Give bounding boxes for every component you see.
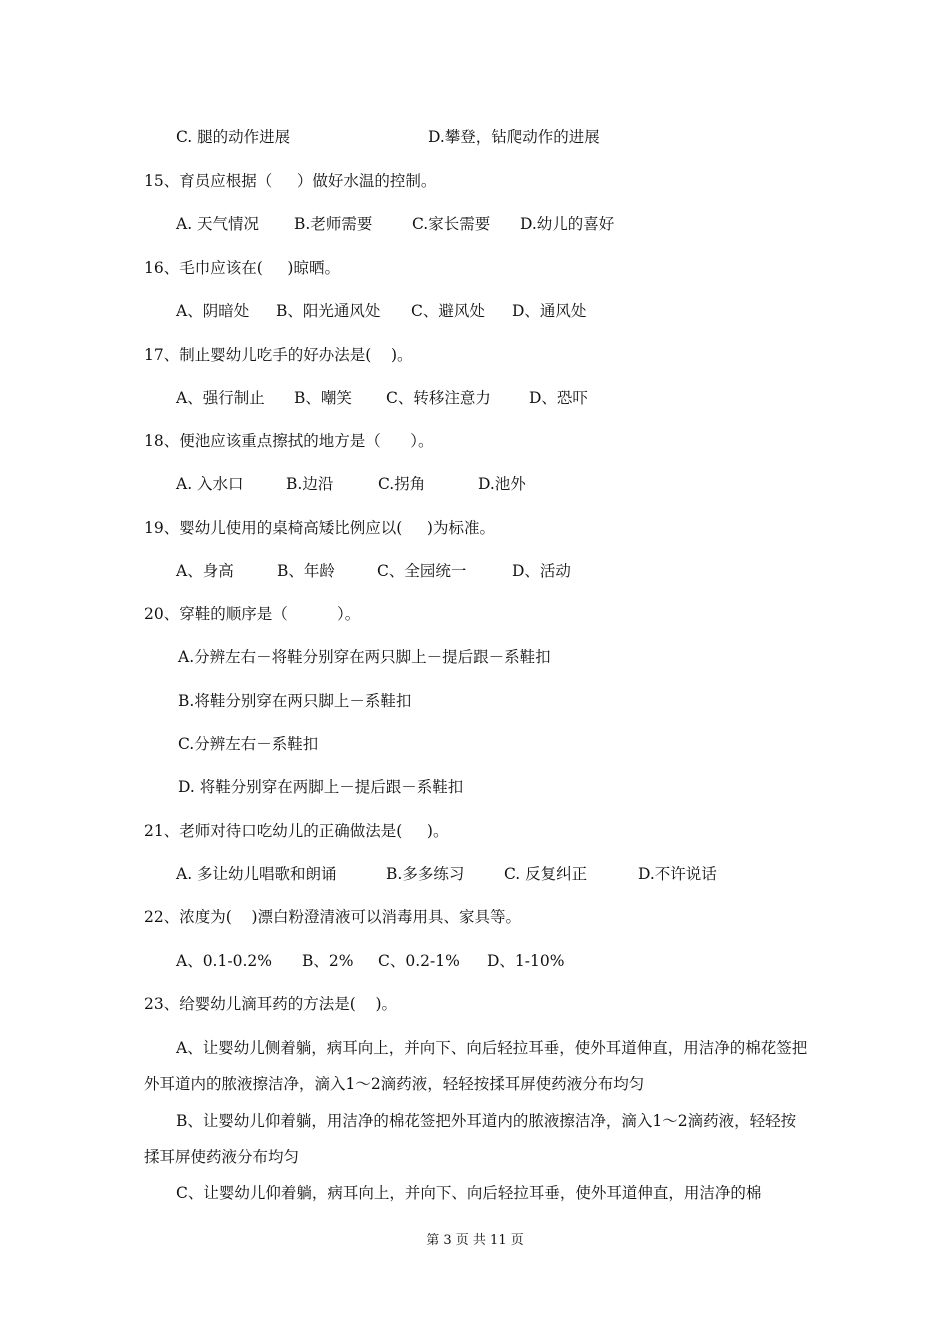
q17-option-d: D、恐吓 bbox=[529, 389, 588, 407]
q18-option-b: B.边沿 bbox=[286, 475, 334, 493]
q22-option-a: A、0.1-0.2% bbox=[176, 952, 272, 970]
q15-option-a: A. 天气情况 bbox=[176, 215, 260, 233]
q22-option-c: C、0.2-1% bbox=[378, 952, 460, 970]
q16-option-c: C、避风处 bbox=[411, 302, 485, 320]
q22-stem: 22、浓度为( )漂白粉澄清液可以消毒用具、家具等。 bbox=[144, 908, 522, 926]
q19-option-c: C、全园统一 bbox=[377, 562, 467, 580]
q17-option-a: A、强行制止 bbox=[176, 389, 265, 407]
q23-stem: 23、给婴幼儿滴耳药的方法是( )。 bbox=[144, 995, 398, 1013]
q18-option-a: A. 入水口 bbox=[176, 475, 244, 493]
q18-option-d: D.池外 bbox=[478, 475, 526, 493]
q23-option-a: A、让婴幼儿侧着躺，病耳向上，并向下、向后轻拉耳垂，使外耳道伸直，用洁净的棉花签把外耳道内的脓液擦洁净，滴入1～2滴药液，轻轻按揉耳屏使药液分布均匀 bbox=[144, 1039, 808, 1093]
q21-option-a: A. 多让幼儿唱歌和朗诵 bbox=[176, 865, 337, 883]
q19-stem: 19、婴幼儿使用的桌椅高矮比例应以( )为标准。 bbox=[144, 519, 495, 537]
q20-stem: 20、穿鞋的顺序是（ ）。 bbox=[144, 605, 361, 623]
q16-option-a: A、阴暗处 bbox=[176, 302, 250, 320]
q21-option-c: C. 反复纠正 bbox=[504, 865, 588, 883]
q21-option-d: D.不许说话 bbox=[638, 865, 717, 883]
q21-option-b: B.多多练习 bbox=[386, 865, 465, 883]
q21-stem: 21、老师对待口吃幼儿的正确做法是( )。 bbox=[144, 822, 449, 840]
q15-option-b: B.老师需要 bbox=[294, 215, 373, 233]
q19-option-d: D、活动 bbox=[512, 562, 571, 580]
q20-option-a: A.分辨左右－将鞋分别穿在两只脚上－提后跟－系鞋扣 bbox=[178, 648, 551, 666]
q15-stem: 15、育员应根据（ ）做好水温的控制。 bbox=[144, 172, 437, 190]
q23-option-c: C、让婴幼儿仰着躺，病耳向上，并向下、向后轻拉耳垂，使外耳道伸直，用洁净的棉 bbox=[176, 1184, 762, 1202]
q19-option-a: A、身高 bbox=[176, 562, 234, 580]
q15-option-c: C.家长需要 bbox=[412, 215, 491, 233]
q17-option-c: C、转移注意力 bbox=[386, 389, 491, 407]
q14-option-d: D.攀登，钻爬动作的进展 bbox=[428, 128, 600, 146]
q16-option-d: D、通风处 bbox=[512, 302, 587, 320]
page-number-footer: 第 3 页 共 11 页 bbox=[426, 1233, 524, 1248]
q20-option-d: D. 将鞋分别穿在两脚上－提后跟－系鞋扣 bbox=[178, 778, 464, 796]
q22-option-d: D、1-10% bbox=[487, 952, 565, 970]
q16-option-b: B、阳光通风处 bbox=[276, 302, 381, 320]
q19-option-b: B、年龄 bbox=[277, 562, 335, 580]
q15-option-d: D.幼儿的喜好 bbox=[520, 215, 615, 233]
q18-stem: 18、便池应该重点擦拭的地方是（ ）。 bbox=[144, 432, 434, 450]
q16-stem: 16、毛巾应该在( )晾晒。 bbox=[144, 259, 340, 277]
q23-option-b: B、让婴幼儿仰着躺，用洁净的棉花签把外耳道内的脓液擦洁净，滴入1～2滴药液，轻轻按揉耳屏使药液分布均匀 bbox=[144, 1112, 797, 1166]
q18-option-c: C.拐角 bbox=[378, 475, 426, 493]
q20-option-c: C.分辨左右－系鞋扣 bbox=[178, 735, 319, 753]
q14-option-c: C. 腿的动作进展 bbox=[176, 128, 291, 146]
q17-option-b: B、嘲笑 bbox=[294, 389, 352, 407]
q20-option-b: B.将鞋分别穿在两只脚上－系鞋扣 bbox=[178, 692, 412, 710]
q17-stem: 17、制止婴幼儿吃手的好办法是( )。 bbox=[144, 346, 413, 364]
q22-option-b: B、2% bbox=[302, 952, 354, 970]
